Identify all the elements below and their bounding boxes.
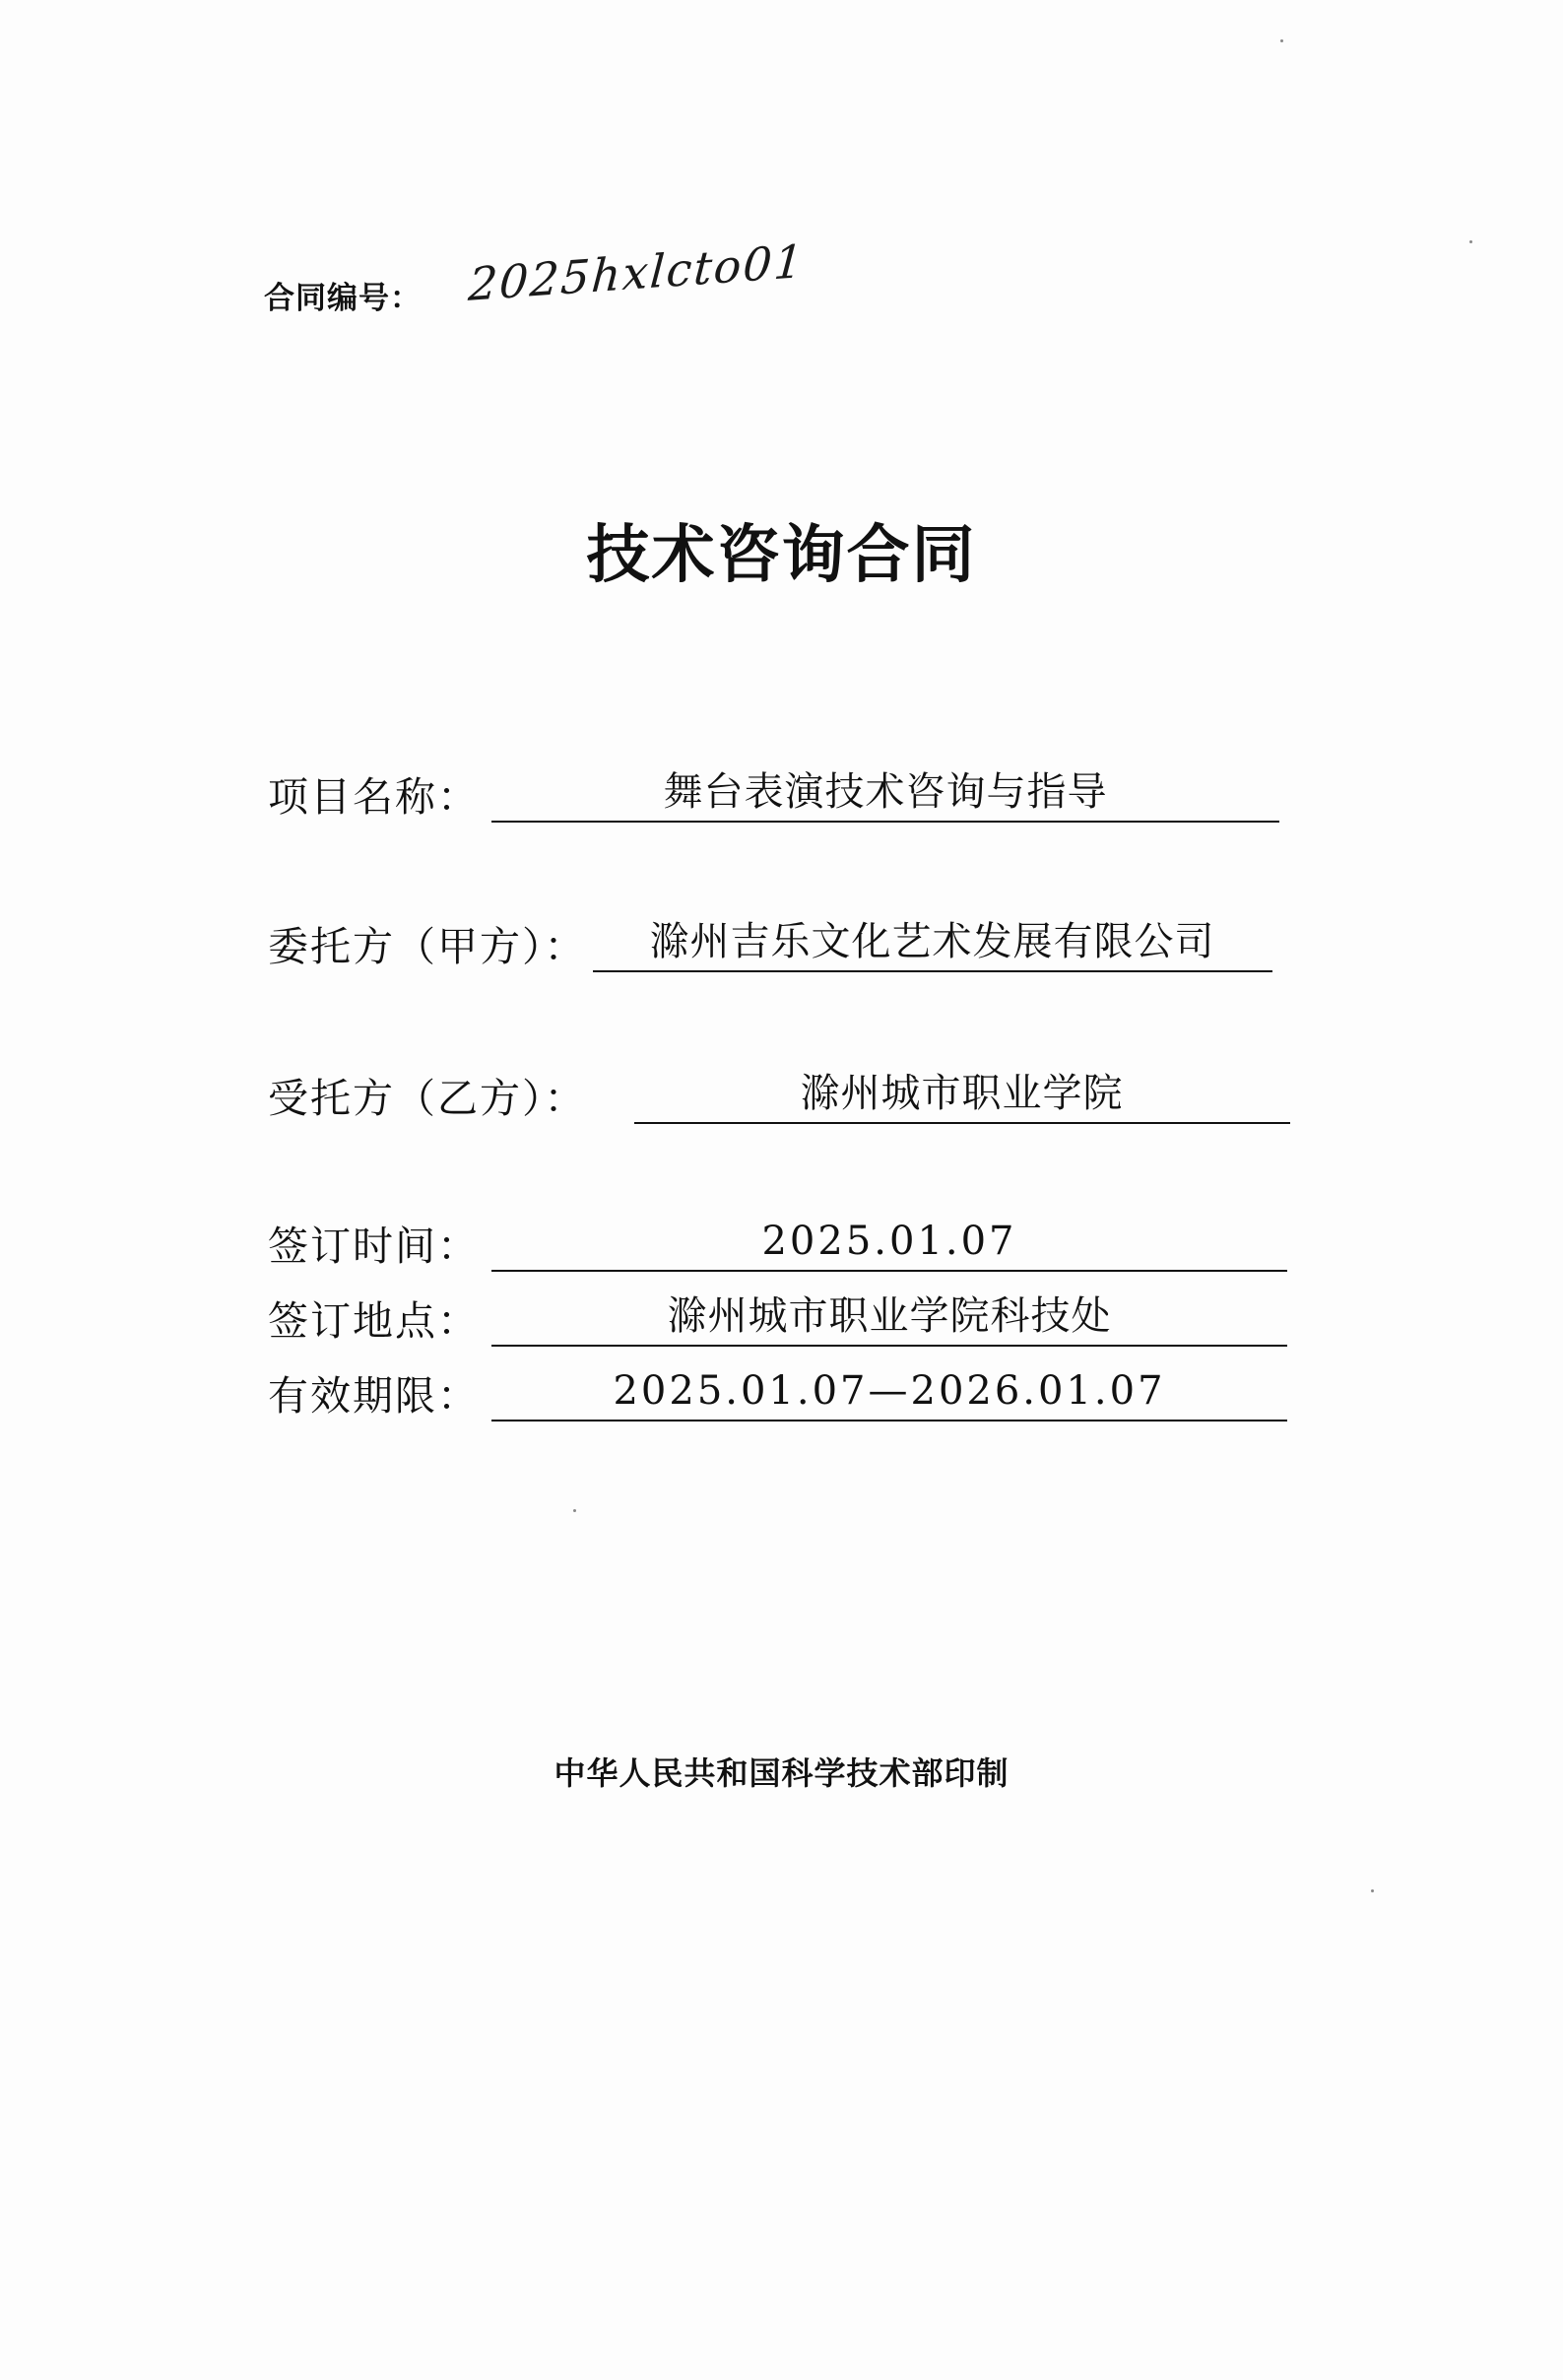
document-title: 技术咨询合同 <box>586 519 977 592</box>
contract-number-handwritten: 2025hxlcto01 <box>467 233 807 311</box>
contractor-label: 受托方（乙方）： <box>268 1075 587 1122</box>
contractor-value: 滁州城市职业学院 <box>634 1069 1290 1124</box>
client-value: 滁州吉乐文化艺术发展有限公司 <box>593 917 1272 972</box>
project-name-label: 项目名称： <box>268 773 480 821</box>
contract-number-label: 合同编号： <box>264 281 422 316</box>
field-signing-date <box>268 1214 1287 1272</box>
field-validity-period <box>268 1363 1287 1421</box>
scan-speck <box>1469 240 1472 243</box>
scan-speck <box>1371 1889 1374 1892</box>
signing-place-value: 滁州城市职业学院科技处 <box>491 1291 1287 1347</box>
validity-period-value: 2025.01.07—2026.01.07 <box>491 1366 1287 1421</box>
project-name-value: 舞台表演技术咨询与指导 <box>491 767 1279 823</box>
publisher-footer: 中华人民共和国科学技术部印制 <box>554 1754 1009 1792</box>
validity-period-label: 有效期限： <box>268 1372 480 1420</box>
client-label: 委托方（甲方）： <box>268 923 587 970</box>
field-client <box>268 914 1272 972</box>
field-signing-place <box>268 1289 1287 1347</box>
scan-speck <box>1280 39 1283 42</box>
field-project-name <box>268 764 1279 823</box>
signing-date-value: 2025.01.07 <box>491 1217 1287 1272</box>
contract-number-line <box>264 233 807 317</box>
signing-place-label: 签订地点： <box>268 1297 480 1345</box>
field-contractor <box>268 1066 1290 1124</box>
signing-date-label: 签订时间： <box>268 1223 480 1270</box>
scan-speck <box>573 1509 576 1512</box>
